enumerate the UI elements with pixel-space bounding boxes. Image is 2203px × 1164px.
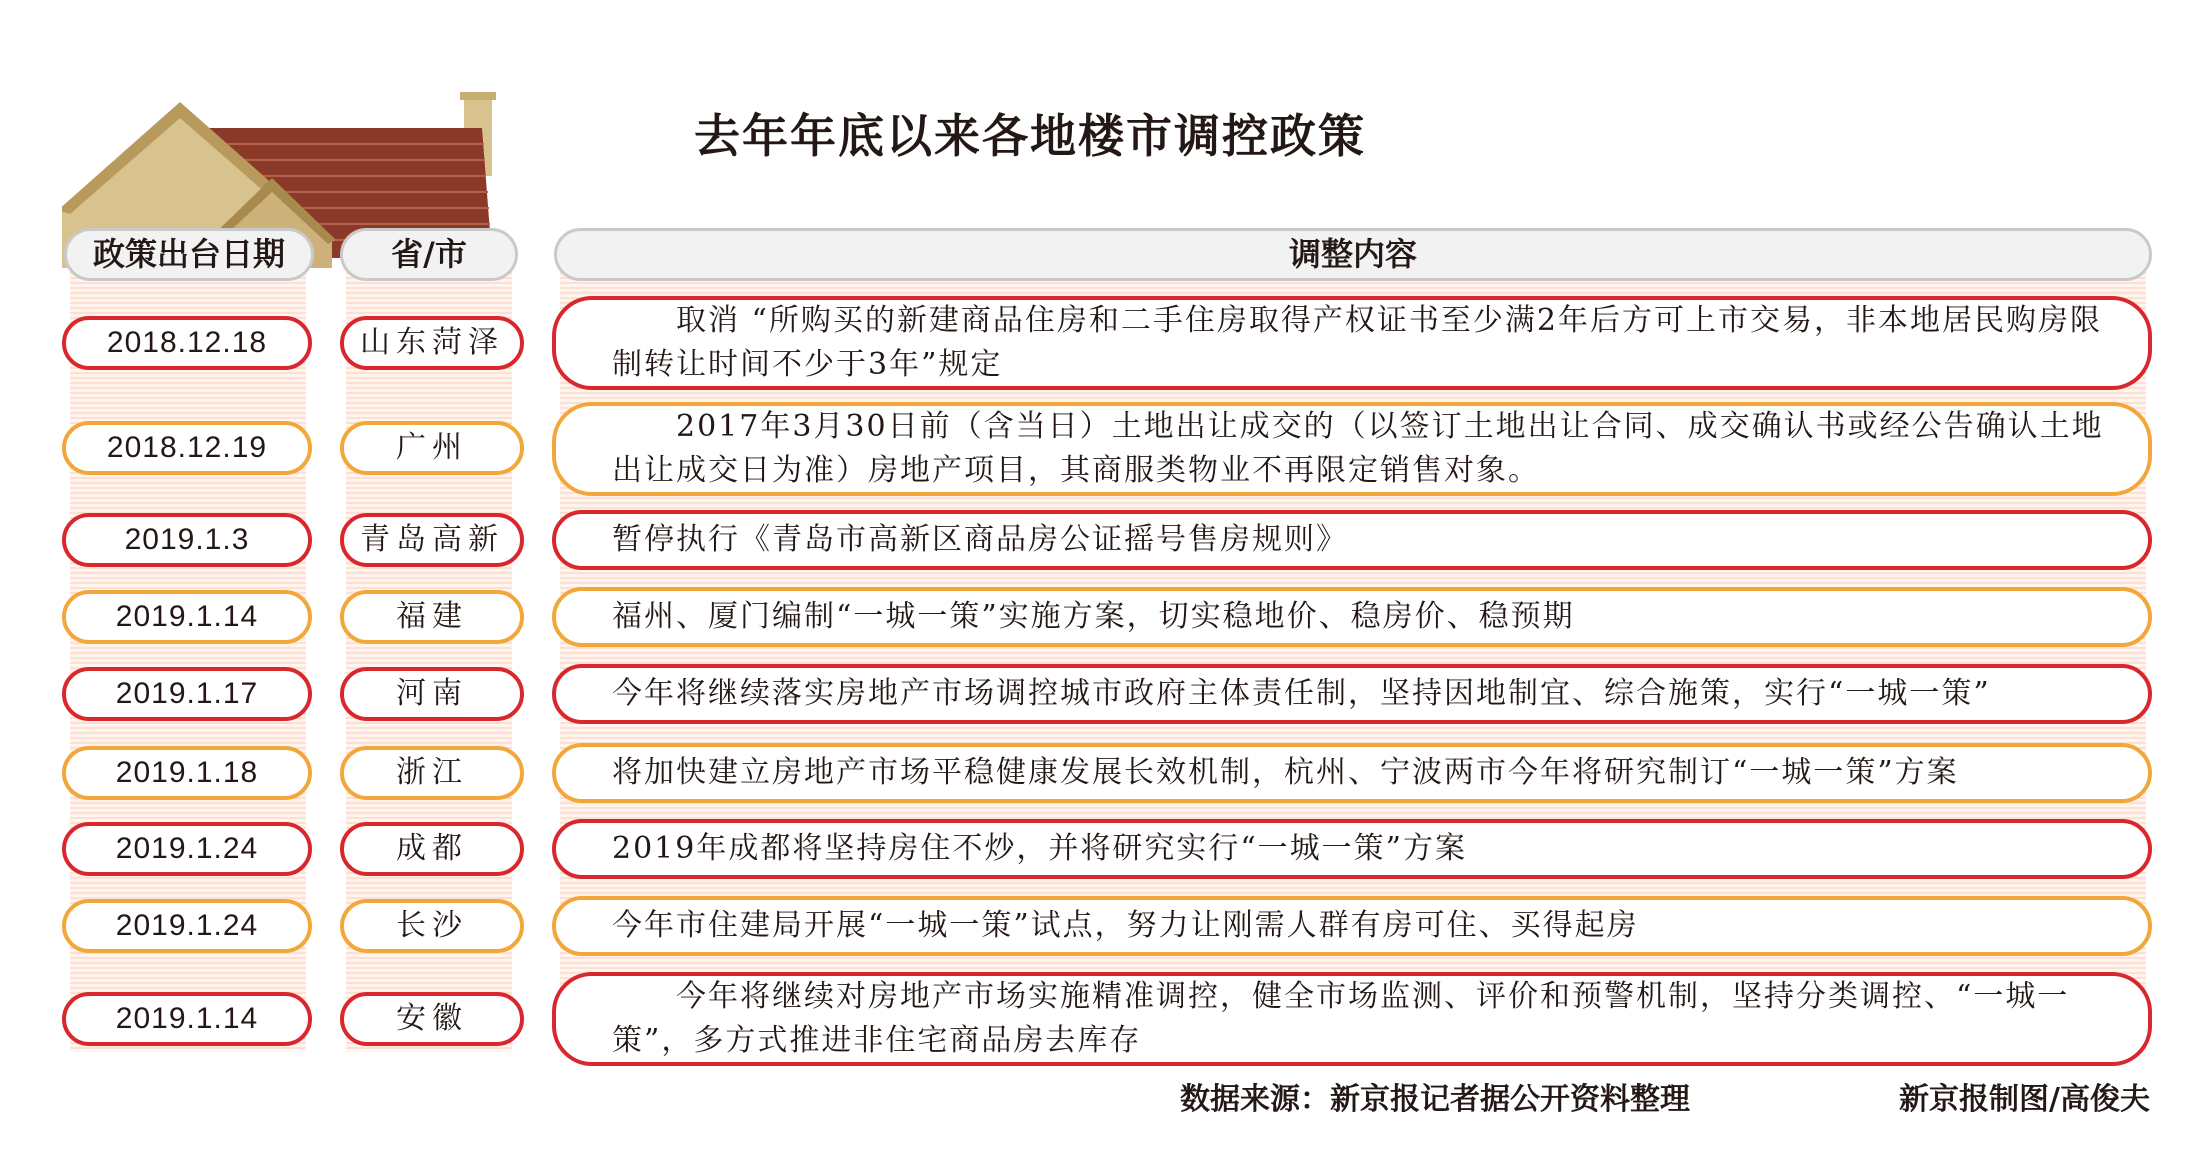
row-content-text: 福州、厦门编制“一城一策”实施方案，切实稳地价、稳房价、稳预期 xyxy=(612,599,1575,634)
data-source: 数据来源：新京报记者据公开资料整理 xyxy=(1180,1082,1690,1117)
header-province: 省/市 xyxy=(340,228,518,281)
row-province: 山东菏泽 xyxy=(340,316,524,370)
row-content-text: 今年将继续对房地产市场实施精准调控，健全市场监测、评价和预警机制，坚持分类调控、“一城一策”，多方式推进非住宅商品房去库存 xyxy=(612,979,2070,1058)
row-content-text: 今年市住建局开展“一城一策”试点，努力让刚需人群有房可住、买得起房 xyxy=(612,908,1639,943)
row-date: 2019.1.18 xyxy=(62,746,312,800)
footer xyxy=(1180,1074,2150,1118)
row-date: 2019.1.14 xyxy=(62,992,312,1046)
row-content-text: 将加快建立房地产市场平稳健康发展长效机制，杭州、宁波两市今年将研究制订“一城一策”方案 xyxy=(612,755,1959,790)
row-province: 安徽 xyxy=(340,992,524,1046)
row-date: 2018.12.19 xyxy=(62,421,312,475)
row-content xyxy=(552,587,2152,647)
row-content xyxy=(552,510,2152,570)
row-content xyxy=(552,743,2152,803)
page-title: 去年年底以来各地楼市调控政策 xyxy=(694,109,1366,163)
row-date: 2019.1.14 xyxy=(62,590,312,644)
row-province: 广州 xyxy=(340,421,524,475)
row-date: 2019.1.17 xyxy=(62,667,312,721)
row-content-text: 今年将继续落实房地产市场调控城市政府主体责任制，坚持因地制宜、综合施策，实行“一城一策” xyxy=(612,676,1991,711)
row-date: 2019.1.24 xyxy=(62,899,312,953)
row-content xyxy=(552,819,2152,879)
graphic-credit: 新京报制图/高俊夫 xyxy=(1899,1082,2150,1117)
header-date: 政策出台日期 xyxy=(64,228,314,281)
row-content xyxy=(552,896,2152,956)
row-content-text: 取消 “所购买的新建商品住房和二手住房取得产权证书至少满2年后方可上市交易，非本地居民购房限制转让时间不少于3年”规定 xyxy=(612,303,2102,382)
row-province: 成都 xyxy=(340,822,524,876)
row-content xyxy=(552,972,2152,1066)
header-content: 调整内容 xyxy=(554,228,2152,281)
row-province: 长沙 xyxy=(340,899,524,953)
row-date: 2018.12.18 xyxy=(62,316,312,370)
row-date: 2019.1.24 xyxy=(62,822,312,876)
row-content xyxy=(552,664,2152,724)
row-province: 福建 xyxy=(340,590,524,644)
row-content-text: 2017年3月30日前（含当日）土地出让成交的（以签订土地出让合同、成交确认书或经公告确认土地出让成交日为准）房地产项目，其商服类物业不再限定销售对象。 xyxy=(612,409,2104,488)
row-content-text: 暂停执行《青岛市高新区商品房公证摇号售房规则》 xyxy=(612,522,1348,557)
row-content-text: 2019年成都将坚持房住不炒，并将研究实行“一城一策”方案 xyxy=(612,831,1468,866)
row-content xyxy=(552,296,2152,390)
row-province: 浙江 xyxy=(340,746,524,800)
row-content xyxy=(552,402,2152,496)
row-province: 河南 xyxy=(340,667,524,721)
row-date: 2019.1.3 xyxy=(62,513,312,567)
row-province: 青岛高新 xyxy=(340,513,524,567)
